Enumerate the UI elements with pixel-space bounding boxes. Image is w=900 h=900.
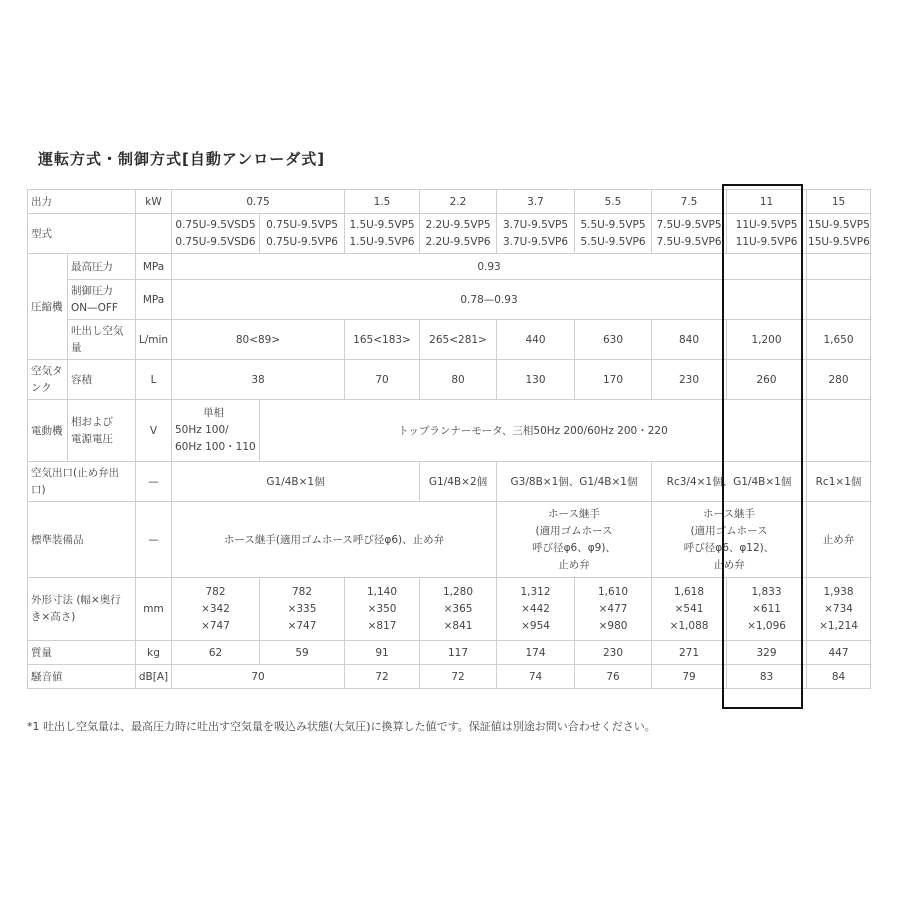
control-pressure-value: 0.78—0.93	[172, 280, 807, 320]
row-label-output: 出力	[28, 190, 136, 214]
tank-value: 38	[172, 360, 345, 400]
outlet-value: G1/4B×1個	[172, 462, 420, 502]
table-row	[28, 400, 871, 462]
mass-value: 117	[420, 641, 497, 665]
tank-value: 80	[420, 360, 497, 400]
accessories-value: ホース継手(適用ゴムホース呼び径φ6)、止め弁	[172, 502, 497, 578]
outlet-value: Rc1×1個	[807, 462, 871, 502]
output-value: 5.5	[575, 190, 652, 214]
air-delivery-value: 840	[652, 320, 727, 360]
model-cell: 0.75U-9.5VP5 0.75U-9.5VP6	[260, 214, 345, 254]
unit-cell: L/min	[136, 320, 172, 360]
accessories-value: ホース継手 (適用ゴムホース 呼び径φ6、φ12)、 止め弁	[652, 502, 807, 578]
output-value: 1.5	[345, 190, 420, 214]
dimension-cell: 1,280 ×365 ×841	[420, 578, 497, 641]
unit-cell: V	[136, 400, 172, 462]
accessories-value: ホース継手 (適用ゴムホース 呼び径φ6、φ9)、 止め弁	[497, 502, 652, 578]
mass-value: 271	[652, 641, 727, 665]
model-cell: 1.5U-9.5VP5 1.5U-9.5VP6	[345, 214, 420, 254]
mass-value: 62	[172, 641, 260, 665]
dimension-cell: 1,833 ×611 ×1,096	[727, 578, 807, 641]
row-label: 吐出し空気 量	[68, 320, 136, 360]
air-delivery-value: 265<281>	[420, 320, 497, 360]
model-cell: 7.5U-9.5VP5 7.5U-9.5VP6	[652, 214, 727, 254]
max-pressure-value: 0.93	[172, 254, 807, 280]
model-cell: 3.7U-9.5VP5 3.7U-9.5VP6	[497, 214, 575, 254]
outlet-value: G3/8B×1個、G1/4B×1個	[497, 462, 652, 502]
table-row	[28, 665, 871, 689]
noise-value: 70	[172, 665, 345, 689]
table-row	[28, 462, 871, 502]
tank-value: 70	[345, 360, 420, 400]
output-value: 7.5	[652, 190, 727, 214]
tank-value: 130	[497, 360, 575, 400]
mass-value: 329	[727, 641, 807, 665]
group-label-compressor: 圧縮機	[28, 254, 68, 360]
dimension-cell: 1,938 ×734 ×1,214	[807, 578, 871, 641]
outlet-value: G1/4B×2個	[420, 462, 497, 502]
model-cell: 15U-9.5VP5 15U-9.5VP6	[807, 214, 871, 254]
output-value: 15	[807, 190, 871, 214]
table-row	[28, 214, 871, 254]
noise-value: 76	[575, 665, 652, 689]
table-row	[28, 280, 871, 320]
spec-table	[27, 189, 871, 689]
unit-cell: dB[A]	[136, 665, 172, 689]
air-delivery-value: 1,650	[807, 320, 871, 360]
noise-value: 84	[807, 665, 871, 689]
row-label: 制御圧力 ON—OFF	[68, 280, 136, 320]
air-delivery-value: 1,200	[727, 320, 807, 360]
mass-value: 91	[345, 641, 420, 665]
page-title: 運転方式・制御方式[自動アンローダ式]	[38, 150, 326, 168]
noise-value: 79	[652, 665, 727, 689]
table-row	[28, 360, 871, 400]
mass-value: 447	[807, 641, 871, 665]
row-label: 最高圧力	[68, 254, 136, 280]
table-row	[28, 254, 871, 280]
row-label: 騒音値	[28, 665, 136, 689]
air-delivery-value: 165<183>	[345, 320, 420, 360]
output-value: 11	[727, 190, 807, 214]
row-label: 相および 電源電圧	[68, 400, 136, 462]
table-row	[28, 641, 871, 665]
unit-cell: —	[136, 502, 172, 578]
tank-value: 170	[575, 360, 652, 400]
unit-cell	[136, 214, 172, 254]
table-row	[28, 578, 871, 641]
tank-value: 260	[727, 360, 807, 400]
model-cell: 11U-9.5VP5 11U-9.5VP6	[727, 214, 807, 254]
mass-value: 174	[497, 641, 575, 665]
dimension-cell: 1,618 ×541 ×1,088	[652, 578, 727, 641]
unit-cell: mm	[136, 578, 172, 641]
row-label: 外形寸法 (幅×奥行 き×高さ)	[28, 578, 136, 641]
dimension-cell: 1,312 ×442 ×954	[497, 578, 575, 641]
outlet-value: Rc3/4×1個、G1/4B×1個	[652, 462, 807, 502]
unit-cell: kW	[136, 190, 172, 214]
mass-value: 59	[260, 641, 345, 665]
group-label-motor: 電動機	[28, 400, 68, 462]
row-label: 空気出口(止め弁出 口)	[28, 462, 136, 502]
table-row	[28, 502, 871, 578]
row-label: 標準装備品	[28, 502, 136, 578]
empty-cell	[807, 280, 871, 320]
output-value: 3.7	[497, 190, 575, 214]
noise-value: 74	[497, 665, 575, 689]
footnote: *1 吐出し空気量は、最高圧力時に吐出す空気量を吸込み状態(大気圧)に換算した値です。保証値は別途お問い合わせください。	[27, 720, 656, 733]
model-cell: 2.2U-9.5VP5 2.2U-9.5VP6	[420, 214, 497, 254]
air-delivery-value: 440	[497, 320, 575, 360]
mass-value: 230	[575, 641, 652, 665]
motor-single-phase: 単相 50Hz 100/ 60Hz 100・110	[172, 400, 260, 462]
group-label-tank: 空気タ ンク	[28, 360, 68, 400]
row-label: 容積	[68, 360, 136, 400]
air-delivery-value: 80<89>	[172, 320, 345, 360]
model-cell: 5.5U-9.5VP5 5.5U-9.5VP6	[575, 214, 652, 254]
table-row	[28, 190, 871, 214]
dimension-cell: 1,610 ×477 ×980	[575, 578, 652, 641]
noise-value: 72	[420, 665, 497, 689]
dimension-cell: 1,140 ×350 ×817	[345, 578, 420, 641]
unit-cell: kg	[136, 641, 172, 665]
dimension-cell: 782 ×335 ×747	[260, 578, 345, 641]
dimension-cell: 782 ×342 ×747	[172, 578, 260, 641]
output-value: 0.75	[172, 190, 345, 214]
accessories-value: 止め弁	[807, 502, 871, 578]
tank-value: 230	[652, 360, 727, 400]
empty-cell	[807, 254, 871, 280]
row-label: 質量	[28, 641, 136, 665]
empty-cell	[807, 400, 871, 462]
model-cell: 0.75U-9.5VSD5 0.75U-9.5VSD6	[172, 214, 260, 254]
tank-value: 280	[807, 360, 871, 400]
noise-value: 83	[727, 665, 807, 689]
motor-three-phase: トップランナーモータ、三相50Hz 200/60Hz 200・220	[260, 400, 807, 462]
unit-cell: MPa	[136, 254, 172, 280]
unit-cell: L	[136, 360, 172, 400]
output-value: 2.2	[420, 190, 497, 214]
air-delivery-value: 630	[575, 320, 652, 360]
unit-cell: —	[136, 462, 172, 502]
unit-cell: MPa	[136, 280, 172, 320]
row-label-model: 型式	[28, 214, 136, 254]
table-row	[28, 320, 871, 360]
noise-value: 72	[345, 665, 420, 689]
